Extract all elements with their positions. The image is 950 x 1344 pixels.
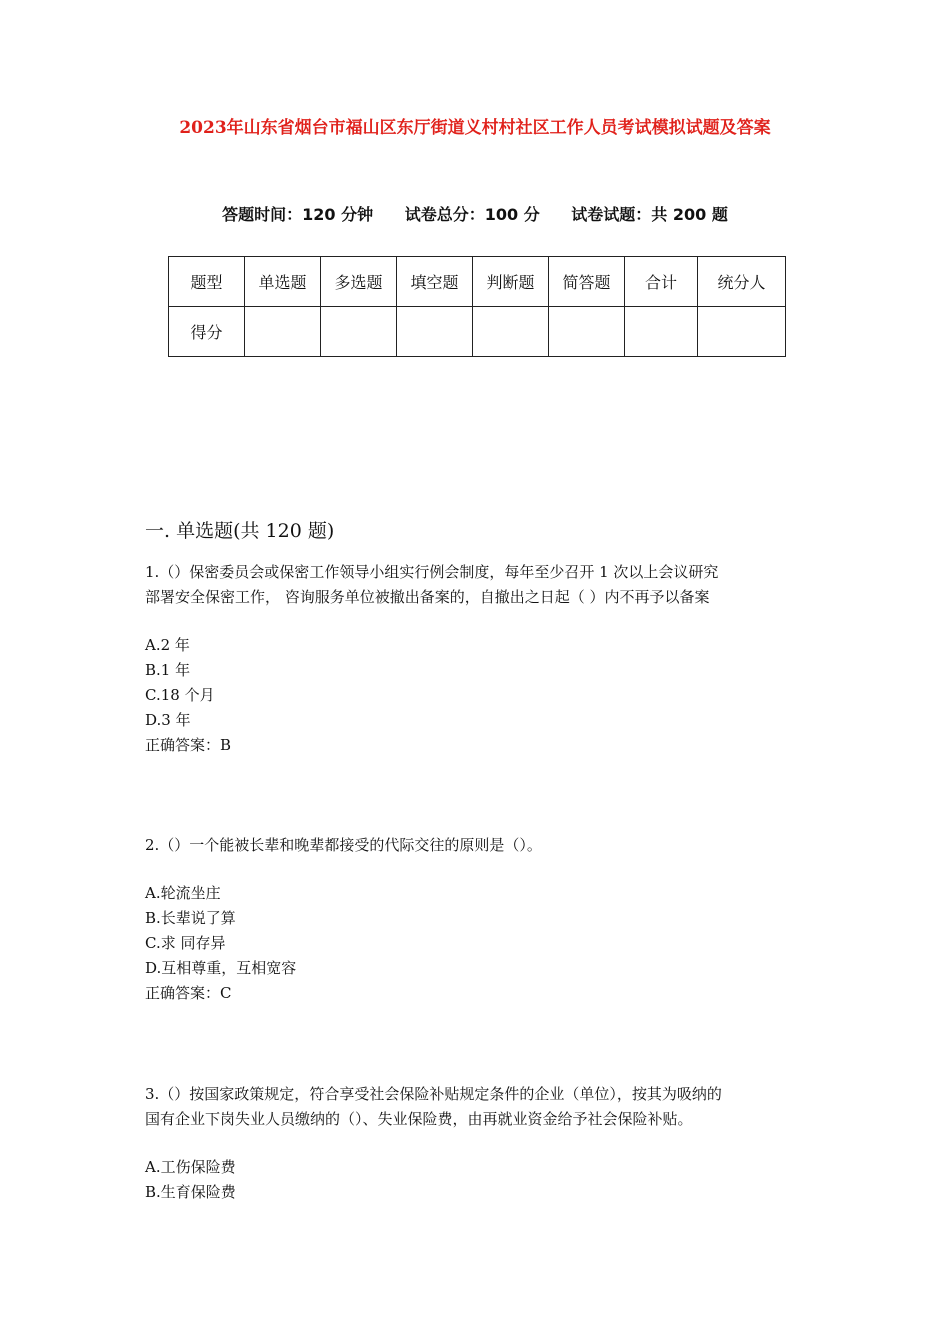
score-header-cell: 判断题 — [473, 257, 549, 307]
question-stem-line: 部署安全保密工作， 咨询服务单位被撤出备案的，自撤出之日起（ ）内不再予以备案 — [145, 588, 710, 606]
options-list — [145, 881, 815, 1006]
question-1 — [145, 560, 815, 758]
option-item: A.轮流坐庄 — [145, 884, 221, 902]
score-header-cell: 简答题 — [549, 257, 625, 307]
score-cell — [245, 307, 321, 357]
options-list — [145, 633, 815, 758]
exam-duration: 答题时间：120 分钟 — [222, 205, 374, 224]
exam-meta — [0, 202, 950, 225]
option-item: A.工伤保险费 — [145, 1158, 236, 1176]
option-item: B.长辈说了算 — [145, 909, 236, 927]
question-stem-line: 2.（）一个能被长辈和晚辈都接受的代际交往的原则是（）。 — [145, 836, 542, 854]
score-cell — [698, 307, 786, 357]
score-header-cell: 填空题 — [397, 257, 473, 307]
exam-total-score: 试卷总分：100 分 — [404, 205, 540, 224]
option-item: D.3 年 — [145, 711, 191, 729]
document-title: 2023年山东省烟台市福山区东厅街道义村村社区工作人员考试模拟试题及答案 — [179, 118, 771, 138]
question-2 — [145, 833, 815, 1006]
answer-line: 正确答案：B — [145, 736, 232, 754]
question-stem-line: 3.（）按国家政策规定，符合享受社会保险补贴规定条件的企业（单位），按其为吸纳的 — [145, 1085, 722, 1103]
section-title: 一. 单选题(共 120 题) — [145, 520, 335, 542]
option-item: C.求 同存异 — [145, 934, 226, 952]
option-item: D.互相尊重，互相宽容 — [145, 959, 297, 977]
score-cell — [625, 307, 698, 357]
score-header-cell: 合计 — [625, 257, 698, 307]
options-list — [145, 1155, 815, 1205]
score-row-label: 得分 — [169, 307, 245, 357]
score-table-header-row — [169, 257, 786, 307]
score-table — [168, 256, 786, 357]
score-cell — [397, 307, 473, 357]
score-header-cell: 统分人 — [698, 257, 786, 307]
option-item: A.2 年 — [145, 636, 190, 654]
exam-question-count: 试卷试题：共 200 题 — [571, 205, 728, 224]
answer-line: 正确答案：C — [145, 984, 232, 1002]
score-cell — [473, 307, 549, 357]
score-cell — [321, 307, 397, 357]
option-item: B.生育保险费 — [145, 1183, 236, 1201]
option-item: B.1 年 — [145, 661, 191, 679]
score-cell — [549, 307, 625, 357]
question-3 — [145, 1082, 815, 1205]
score-header-cell: 单选题 — [245, 257, 321, 307]
score-header-cell: 多选题 — [321, 257, 397, 307]
option-item: C.18 个月 — [145, 686, 215, 704]
question-stem-line: 国有企业下岗失业人员缴纳的（）、失业保险费，由再就业资金给予社会保险补贴。 — [145, 1110, 693, 1128]
question-stem-line: 1.（）保密委员会或保密工作领导小组实行例会制度，每年至少召开 1 次以上会议研究 — [145, 563, 719, 581]
score-header-cell: 题型 — [169, 257, 245, 307]
score-table-score-row — [169, 307, 786, 357]
